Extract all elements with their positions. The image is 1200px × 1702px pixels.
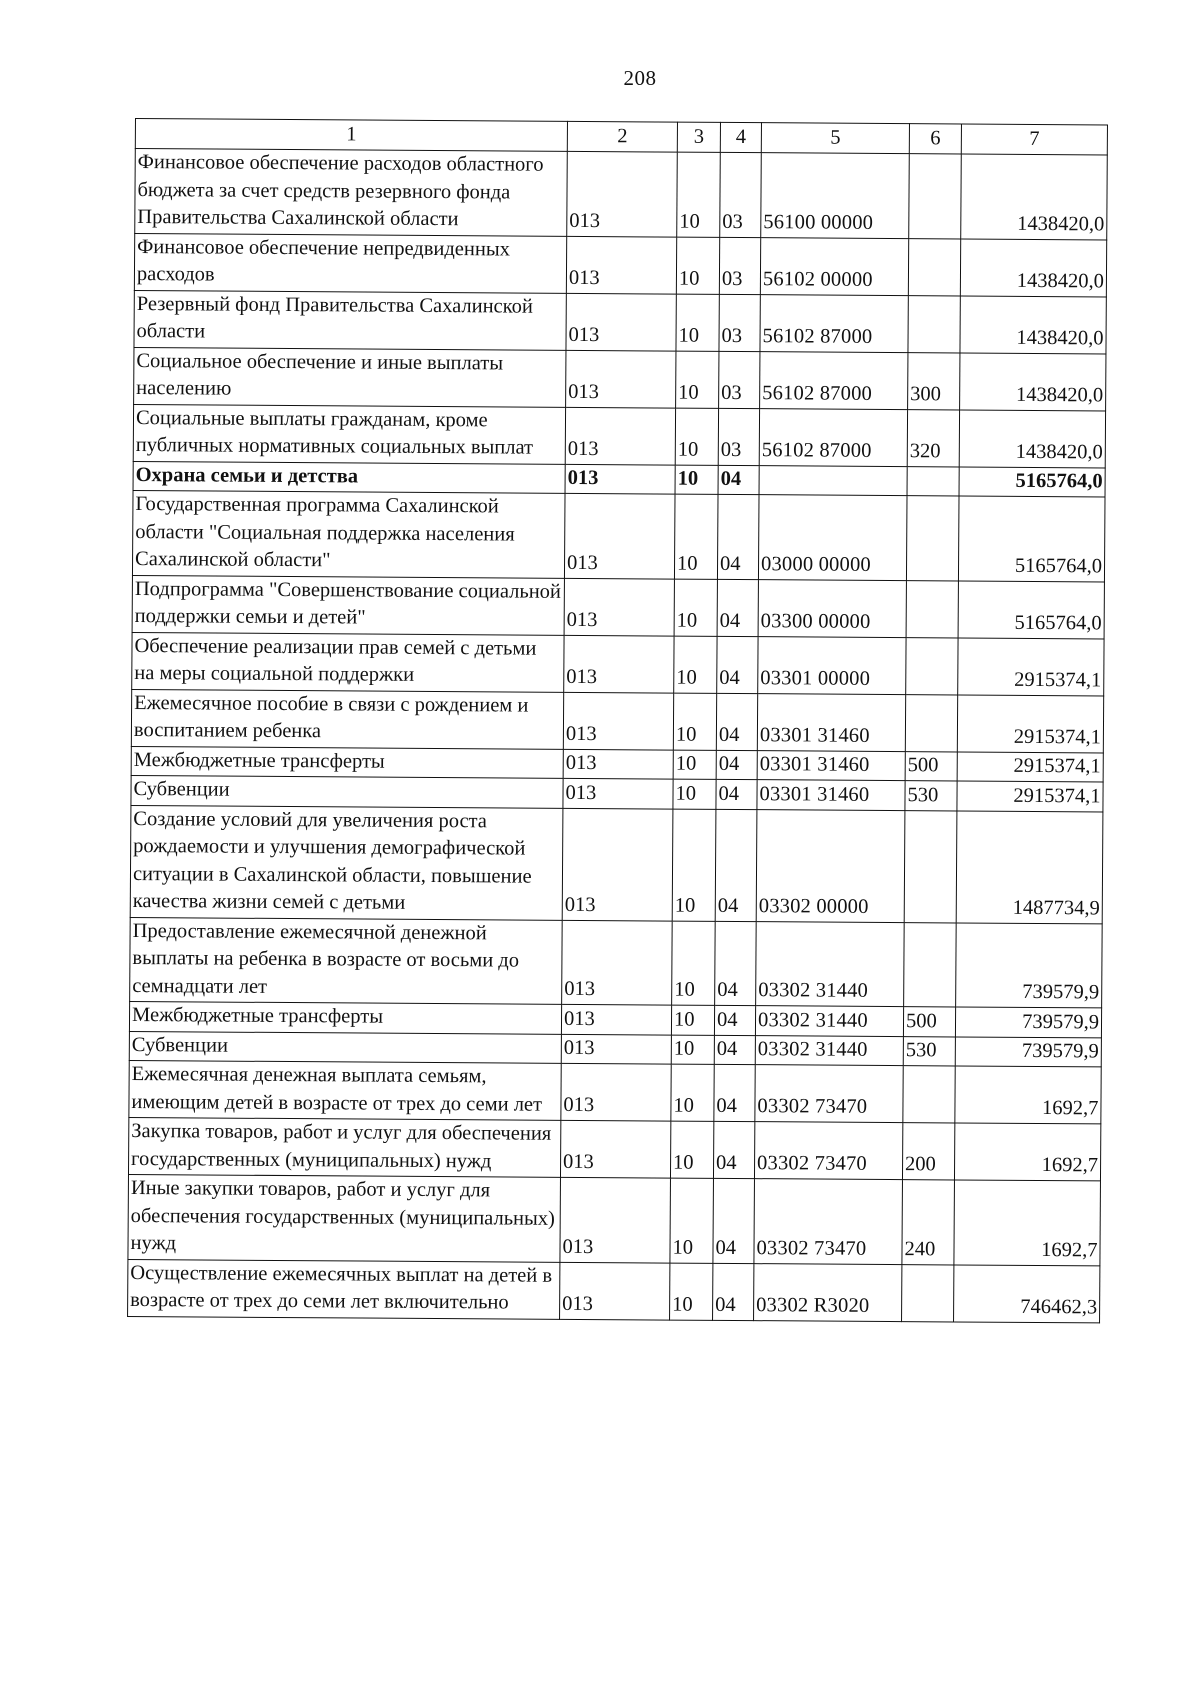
- row-expense-type: 530: [905, 781, 957, 811]
- row-subsection: 04: [717, 636, 758, 693]
- row-expense-type: 500: [903, 1007, 955, 1037]
- row-section: 10: [674, 494, 718, 579]
- row-target-article: 03302 31440: [756, 921, 905, 1006]
- row-amount: 5165764,0: [959, 466, 1105, 496]
- row-expense-type: 320: [907, 409, 959, 466]
- row-target-article: 03302 31440: [755, 1006, 903, 1036]
- row-admin-code: 013: [560, 1177, 671, 1262]
- row-admin-code: 013: [561, 1063, 671, 1121]
- row-amount: 2915374,1: [957, 694, 1103, 752]
- row-section: 10: [676, 351, 719, 408]
- column-header: 3: [677, 122, 720, 152]
- row-subsection: 04: [718, 465, 759, 495]
- budget-table: [127, 118, 1108, 1323]
- row-expense-type: [906, 580, 958, 637]
- row-amount: 5165764,0: [958, 496, 1105, 581]
- row-admin-code: 013: [562, 920, 673, 1005]
- row-amount: 5165764,0: [958, 580, 1104, 638]
- row-subsection: 04: [714, 1035, 755, 1065]
- row-subsection: 04: [715, 921, 757, 1006]
- row-name: Резервный фонд Правительства Сахалинской области: [134, 290, 566, 350]
- row-subsection: 04: [713, 1263, 754, 1320]
- row-amount: 1438420,0: [960, 238, 1106, 296]
- table-body: [128, 149, 1108, 1323]
- column-header: 7: [961, 124, 1107, 155]
- row-subsection: 04: [714, 1064, 755, 1121]
- row-name: Иные закупки товаров, работ и услуг для обеспечения государственных (муниципальных) нужд: [128, 1174, 561, 1261]
- table-row: [130, 805, 1103, 923]
- row-amount: 1438420,0: [959, 409, 1105, 467]
- row-section: 10: [676, 237, 719, 294]
- table-row: [129, 1060, 1101, 1123]
- row-admin-code: 013: [561, 1034, 671, 1064]
- row-expense-type: [906, 496, 959, 581]
- row-section: 10: [670, 1121, 713, 1178]
- row-name: Ежемесячная денежная выплата семьям, имеющим детей в возрасте от трех до семи лет: [129, 1060, 561, 1120]
- row-target-article: 03302 73470: [755, 1065, 903, 1123]
- row-amount: 746462,3: [954, 1264, 1100, 1322]
- row-admin-code: 013: [560, 1262, 670, 1320]
- row-admin-code: 013: [560, 1120, 670, 1178]
- row-name: Социальное обеспечение и иные выплаты населению: [134, 347, 566, 407]
- row-target-article: 03301 31460: [757, 693, 905, 751]
- row-expense-type: 500: [905, 751, 957, 781]
- row-name: Охрана семьи и детства: [133, 461, 565, 493]
- table-row: [135, 149, 1108, 240]
- row-subsection: 04: [716, 693, 757, 750]
- row-section: 10: [674, 579, 717, 636]
- row-amount: 1692,7: [954, 1123, 1100, 1181]
- row-section: 10: [675, 408, 718, 465]
- row-name: Финансовое обеспечение расходов областного бюджета за счет средств резервного фонда Правительства Сахалинской области: [135, 149, 568, 236]
- row-name: Обеспечение реализации прав семей с детьми на меры социальной поддержки: [132, 632, 564, 692]
- row-name: Субвенции: [129, 1031, 561, 1063]
- row-expense-type: [908, 238, 960, 295]
- table-row: [130, 917, 1103, 1008]
- row-section: 10: [675, 465, 718, 495]
- row-subsection: 03: [719, 351, 760, 408]
- budget-table-wrapper: [127, 118, 1108, 1323]
- row-name: Финансовое обеспечение непредвиденных расходов: [134, 233, 566, 293]
- row-expense-type: 240: [902, 1180, 955, 1265]
- row-admin-code: 013: [563, 778, 673, 808]
- row-name: Государственная программа Сахалинской области "Социальная поддержка населения Сахалинской области": [132, 490, 565, 577]
- row-amount: 1692,7: [955, 1066, 1101, 1124]
- row-subsection: 03: [718, 408, 759, 465]
- table-row: [132, 575, 1104, 638]
- row-target-article: 56102 87000: [760, 294, 908, 352]
- table-row: [134, 290, 1106, 353]
- row-expense-type: [903, 1066, 955, 1123]
- row-section: 10: [671, 1005, 714, 1035]
- row-expense-type: [908, 295, 960, 352]
- row-target-article: 03302 R3020: [754, 1263, 902, 1321]
- row-subsection: 04: [715, 809, 757, 921]
- row-subsection: 04: [713, 1178, 755, 1263]
- row-subsection: 03: [719, 294, 760, 351]
- row-admin-code: 013: [565, 407, 675, 465]
- table-row: [128, 1117, 1100, 1180]
- row-name: Осуществление ежемесячных выплат на детей в возрасте от трех до семи лет включительно: [128, 1259, 560, 1319]
- row-subsection: 04: [717, 579, 758, 636]
- row-target-article: 03300 00000: [758, 579, 906, 637]
- row-section: 10: [670, 1263, 713, 1320]
- row-target-article: 03302 73470: [754, 1179, 903, 1264]
- row-section: 10: [673, 693, 716, 750]
- row-section: 10: [671, 1064, 714, 1121]
- row-expense-type: [907, 466, 959, 496]
- row-target-article: 03000 00000: [758, 495, 907, 580]
- row-admin-code: 013: [567, 151, 678, 236]
- row-section: 10: [674, 636, 717, 693]
- row-amount: 2915374,1: [957, 751, 1103, 781]
- row-section: 10: [676, 294, 719, 351]
- row-expense-type: 200: [902, 1123, 954, 1180]
- row-admin-code: 013: [566, 350, 676, 408]
- row-section: 10: [671, 1035, 714, 1065]
- row-subsection: 04: [716, 779, 757, 809]
- row-amount: 1692,7: [954, 1180, 1101, 1265]
- row-target-article: 03301 00000: [758, 636, 906, 694]
- row-subsection: 03: [720, 152, 762, 237]
- row-name: Ежемесячное пособие в связи с рождением и воспитанием ребенка: [131, 689, 563, 749]
- row-target-article: 03302 00000: [756, 809, 905, 922]
- row-section: 10: [672, 809, 716, 921]
- row-amount: 1438420,0: [961, 154, 1108, 239]
- row-subsection: 04: [717, 494, 759, 579]
- row-subsection: 03: [719, 237, 760, 294]
- row-expense-type: 530: [903, 1036, 955, 1066]
- row-expense-type: [909, 154, 962, 239]
- row-amount: 1487734,9: [956, 810, 1103, 923]
- page-number: 208: [623, 66, 657, 90]
- row-target-article: 03302 73470: [754, 1122, 902, 1180]
- row-target-article: 56100 00000: [761, 153, 910, 238]
- row-name: Субвенции: [131, 775, 563, 807]
- row-admin-code: 013: [566, 293, 676, 351]
- row-admin-code: 013: [563, 692, 673, 750]
- row-expense-type: [905, 694, 957, 751]
- table-row: [132, 632, 1104, 695]
- table-row: [131, 689, 1103, 752]
- row-admin-code: 013: [562, 808, 673, 921]
- row-section: 10: [673, 779, 716, 809]
- row-admin-code: 013: [564, 578, 674, 636]
- row-amount: 739579,9: [955, 1036, 1101, 1066]
- row-amount: 2915374,1: [958, 637, 1104, 695]
- row-name: Закупка товаров, работ и услуг для обеспечения государственных (муниципальных) нужд: [128, 1117, 560, 1177]
- row-section: 10: [673, 750, 716, 780]
- row-target-article: 03301 31460: [757, 780, 905, 810]
- row-name: Межбюджетные трансферты: [129, 1001, 561, 1033]
- row-admin-code: 013: [565, 464, 675, 494]
- row-admin-code: 013: [566, 236, 676, 294]
- table-row: [132, 490, 1105, 581]
- row-amount: 739579,9: [955, 1007, 1101, 1037]
- row-name: Предоставление ежемесячной денежной выплаты на ребенка в возрасте от восьми до семнадцати лет: [130, 917, 563, 1004]
- row-admin-code: 013: [563, 749, 673, 779]
- column-header: 2: [567, 121, 677, 152]
- row-amount: 739579,9: [956, 922, 1103, 1007]
- row-amount: 2915374,1: [957, 781, 1103, 811]
- row-subsection: 04: [714, 1005, 755, 1035]
- row-subsection: 04: [713, 1121, 754, 1178]
- row-expense-type: [906, 637, 958, 694]
- row-subsection: 04: [716, 750, 757, 780]
- column-header: 4: [720, 122, 761, 152]
- column-header: 5: [761, 123, 909, 154]
- row-target-article: 03301 31460: [757, 750, 905, 780]
- row-section: 10: [677, 152, 721, 237]
- table-row: [128, 1259, 1100, 1322]
- column-header: 6: [909, 124, 961, 154]
- table-row: [128, 1174, 1101, 1265]
- row-name: Подпрограмма "Совершенствование социальной поддержки семьи и детей": [132, 575, 564, 635]
- row-expense-type: [902, 1264, 954, 1321]
- row-section: 10: [672, 921, 716, 1006]
- table-row: [134, 347, 1106, 410]
- row-admin-code: 013: [564, 635, 674, 693]
- table-row: [133, 404, 1105, 467]
- row-target-article: 03302 31440: [755, 1035, 903, 1065]
- column-header: 1: [135, 119, 567, 152]
- row-target-article: 56102 00000: [760, 237, 908, 295]
- row-name: Создание условий для увеличения роста рождаемости и улучшения демографической ситуации в Сахалинской области, повышение качества жизни семей с детьми: [130, 805, 563, 920]
- row-section: 10: [670, 1178, 714, 1263]
- row-expense-type: 300: [908, 352, 960, 409]
- row-name: Межбюджетные трансферты: [131, 746, 563, 778]
- row-amount: 1438420,0: [960, 295, 1106, 353]
- row-target-article: 56102 87000: [760, 351, 908, 409]
- row-admin-code: 013: [561, 1004, 671, 1034]
- row-admin-code: 013: [564, 493, 675, 578]
- row-expense-type: [904, 922, 957, 1007]
- row-target-article: [759, 465, 907, 495]
- row-target-article: 56102 87000: [759, 408, 907, 466]
- row-expense-type: [904, 810, 957, 922]
- row-amount: 1438420,0: [960, 352, 1106, 410]
- table-row: [134, 233, 1106, 296]
- row-name: Социальные выплаты гражданам, кроме публичных нормативных социальных выплат: [133, 404, 565, 464]
